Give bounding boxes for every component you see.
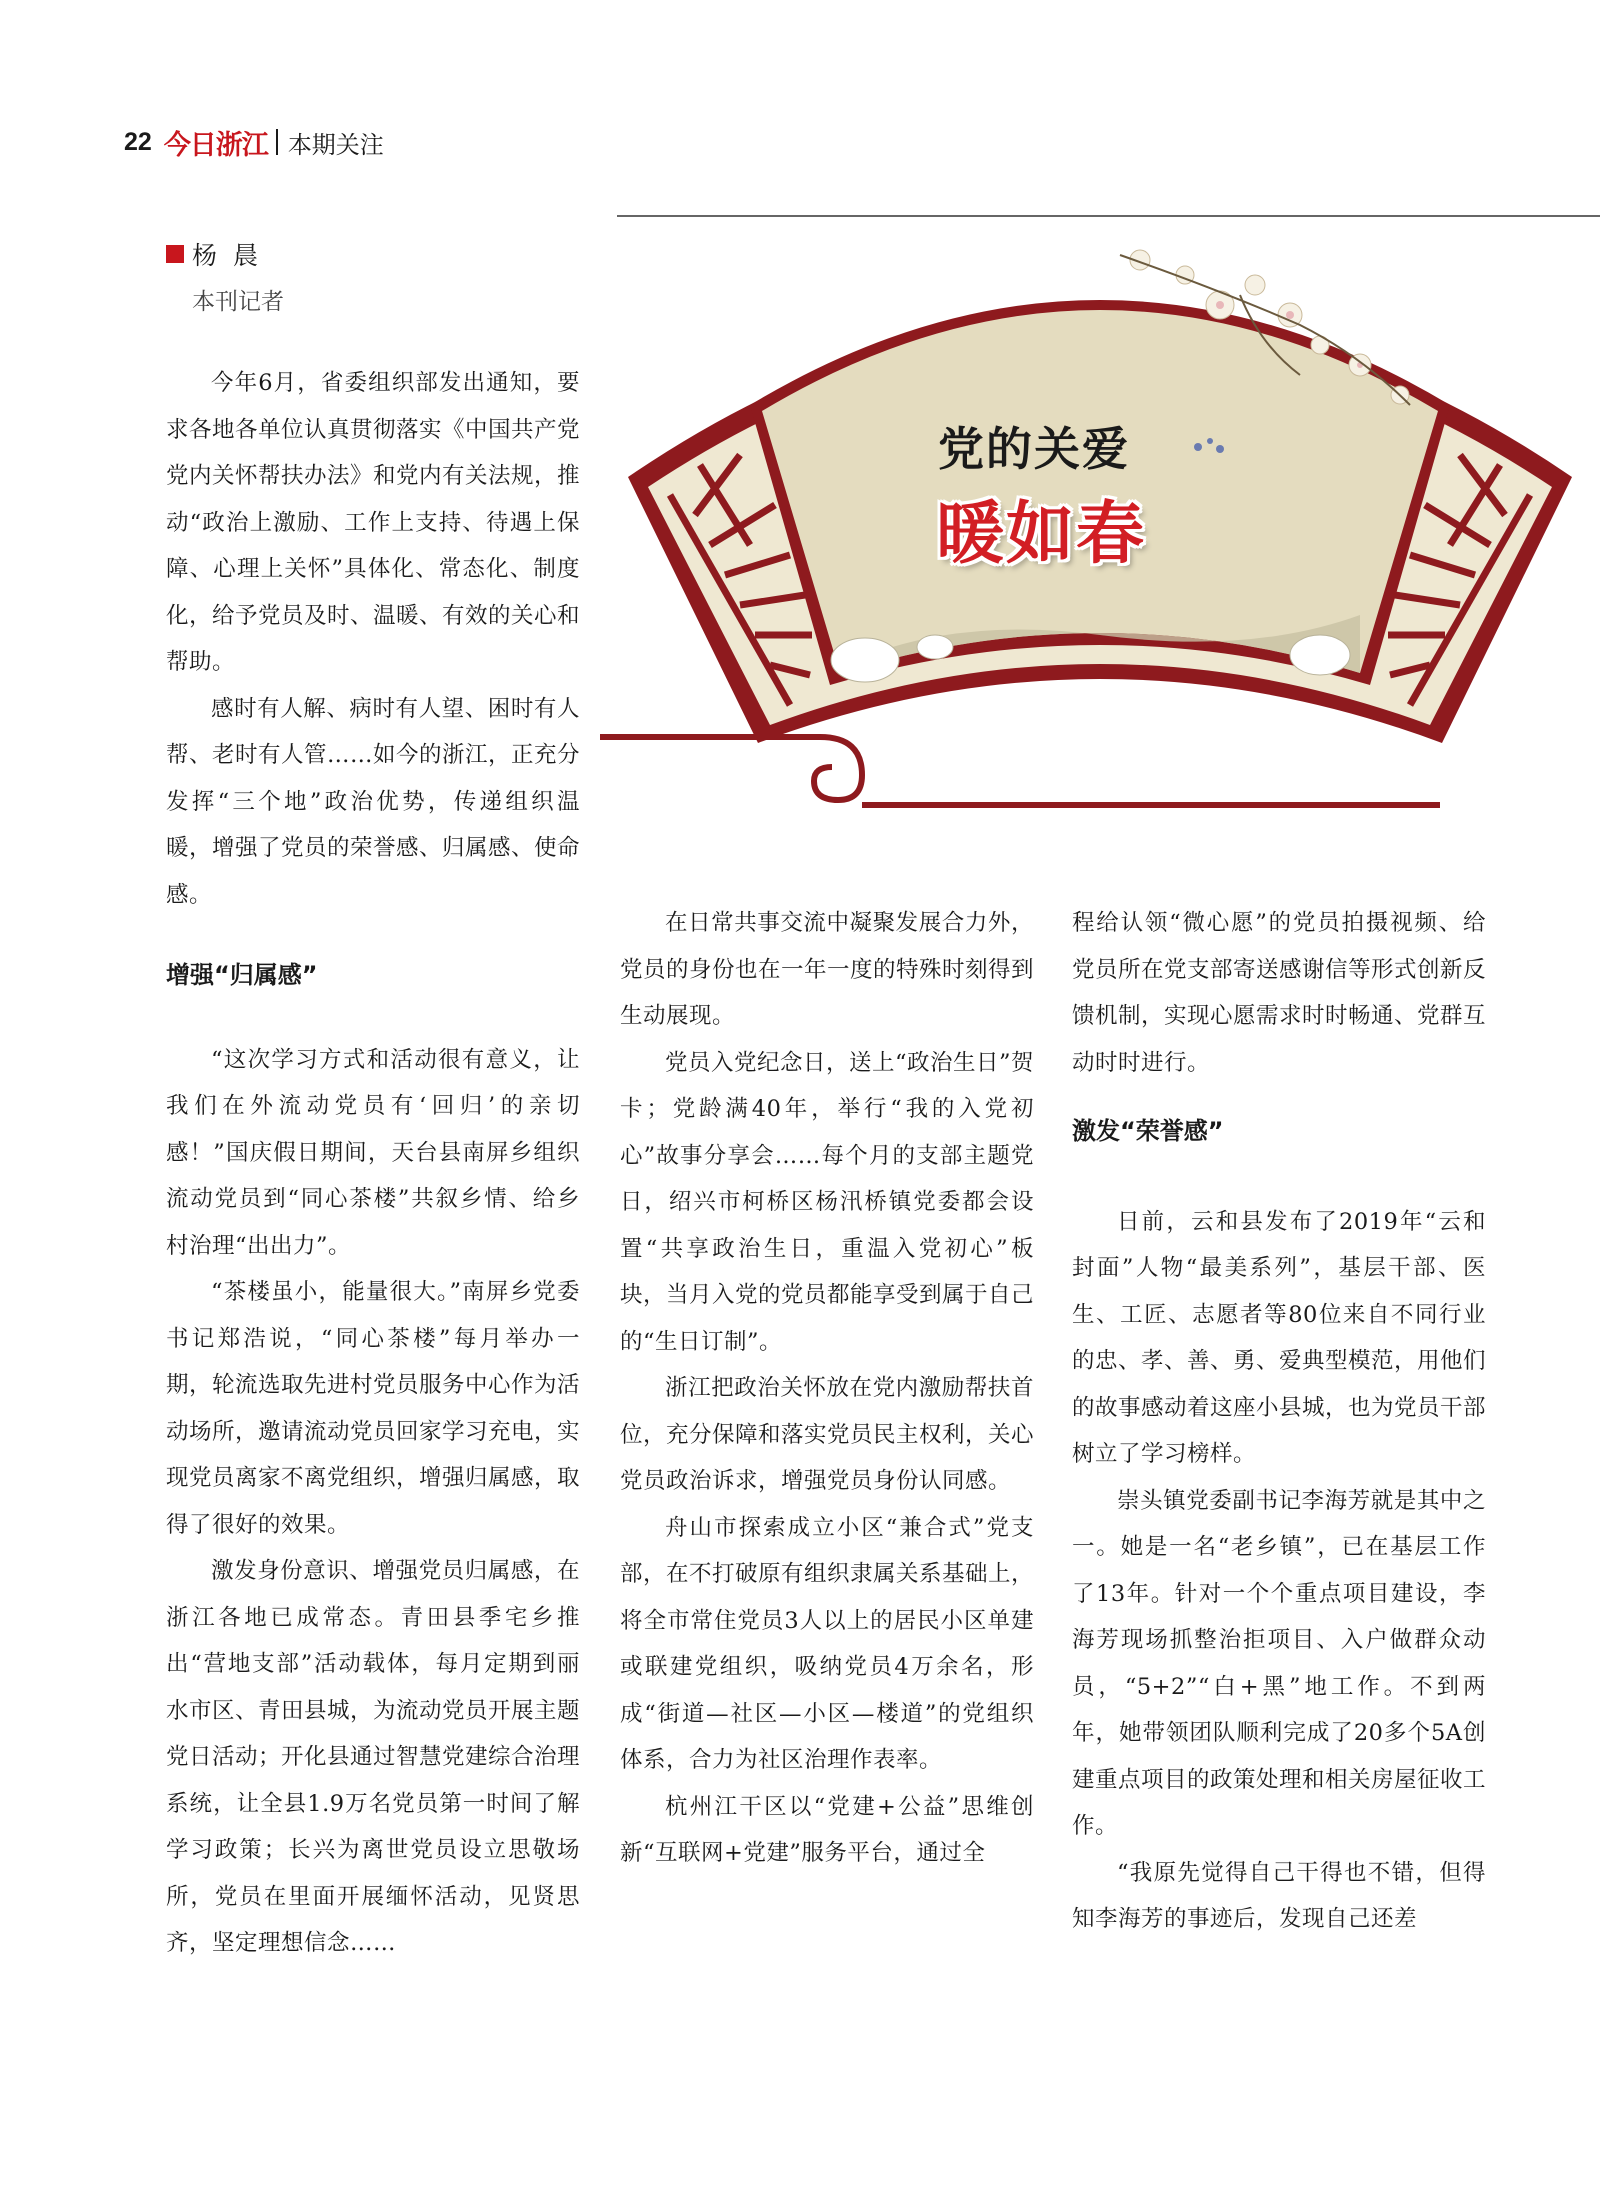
feature-title-line1: 党的关爱 <box>938 422 1130 476</box>
author-byline <box>166 236 274 272</box>
magazine-logo: 今日浙江 <box>163 129 268 161</box>
paragraph: “茶楼虽小，能量很大。”南屏乡党委书记郑浩说，“同心茶楼”每月举办一期，轮流选取先进村党员服务中心作为活动场所，邀请流动党员回家学习充电，实现党员离家不离党组织，增强归属感，取得了很好的效果。 <box>166 1279 581 1538</box>
paragraph: 杭州江干区以“党建+公益”思维创新“互联网+党建”服务平台，通过全 <box>620 1793 1034 1866</box>
paragraph: 激发身份意识、增强党员归属感，在浙江各地已成常态。青田县季宅乡推出“营地支部”活动载体，每月定期到丽水市区、青田县城，为流动党员开展主题党日活动；开化县通过智慧党建综合治理系统，让全县1.9万名党员第一时间了解学习政策；长兴为离世党员设立思敬场所，党员在里面开展缅怀活动，见贤思齐，坚定理想信念…… <box>166 1558 581 1956</box>
paragraph: 在日常共事交流中凝聚发展合力外，党员的身份也在一年一度的特殊时刻得到生动展现。 <box>620 910 1035 1029</box>
author-role: 本刊记者 <box>192 289 284 315</box>
article-column-2 <box>620 900 1034 1877</box>
paragraph: 浙江把政治关怀放在党内激励帮扶首位，充分保障和落实党员民主权利，关心党员政治诉求，增强党员身份认同感。 <box>620 1375 1035 1494</box>
paragraph: 舟山市探索成立小区“兼合式”党支部，在不打破原有组织隶属关系基础上，将全市常住党员3人以上的居民小区单建或联建党组织，吸纳党员4万余名，形成“街道—社区—小区—楼道”的党组织体系，合力为社区治理作表率。 <box>620 1514 1035 1773</box>
section-name: 本期关注 <box>287 130 384 159</box>
paragraph: 日前，云和县发布了2019年“云和封面”人物“最美系列”，基层干部、医生、工匠、志愿者等80位来自不同行业的忠、孝、善、勇、爱典型模范，用他们的故事感动着这座小县城，也为党员干部树立了学习榜样。 <box>1072 1208 1487 1467</box>
article-column-1 <box>166 360 580 1967</box>
page-header <box>124 124 384 160</box>
subheading: 激发“荣誉感” <box>1072 1117 1224 1145</box>
paragraph: 程给认领“微心愿”的党员拍摄视频、给党员所在党支部寄送感谢信等形式创新反馈机制，实现心愿需求时时畅通、党群互动时时进行。 <box>1072 910 1487 1076</box>
feature-title-art <box>600 215 1600 825</box>
feature-title-line2: 暖如春 <box>936 495 1147 574</box>
paragraph: 党员入党纪念日，送上“政治生日”贺卡；党龄满40年，举行“我的入党初心”故事分享会……每个月的支部主题党日，绍兴市柯桥区杨汛桥镇党委都会设置“共享政治生日，重温入党初心”板块，当月入党的党员都能享受到属于自己的“生日订制”。 <box>620 1049 1035 1355</box>
article-column-3 <box>1072 900 1486 1943</box>
paragraph: 今年6月，省委组织部发出通知，要求各地各单位认真贯彻落实《中国共产党党内关怀帮扶办法》和党内有关法规，推动“政治上激励、工作上支持、待遇上保障、心理上关怀”具体化、常态化、制度化，给予党员及时、温暖、有效的关心和帮助。 <box>166 370 581 675</box>
page-number: 22 <box>124 127 152 156</box>
subheading: 增强“归属感” <box>166 961 318 989</box>
paragraph: “这次学习方式和活动很有意义，让我们在外流动党员有‘回归’的亲切感！”国庆假日期间，天台县南屏乡组织流动党员到“同心茶楼”共叙乡情、给乡村治理“出出力”。 <box>166 1046 580 1259</box>
author-name: 杨晨 <box>192 241 275 270</box>
paragraph: 崇头镇党委副书记李海芳就是其中之一。她是一名“老乡镇”，已在基层工作了13年。针对一个个重点项目建设，李海芳现场抓整治拒项目、入户做群众动员，“5+2”“白+黑”地工作。不到两年，她带领团队顺利完成了20多个5A创建重点项目的政策处理和相关房屋征收工作。 <box>1072 1487 1487 1839</box>
paragraph: 感时有人解、病时有人望、困时有人帮、老时有人管……如今的浙江，正充分发挥“三个地”政治优势，传递组织温暖，增强了党员的荣誉感、归属感、使命感。 <box>166 695 581 908</box>
author-square-icon <box>166 245 184 263</box>
header-divider <box>276 129 278 155</box>
paragraph: “我原先觉得自己干得也不错，但得知李海芳的事迹后，发现自己还差 <box>1072 1859 1486 1932</box>
